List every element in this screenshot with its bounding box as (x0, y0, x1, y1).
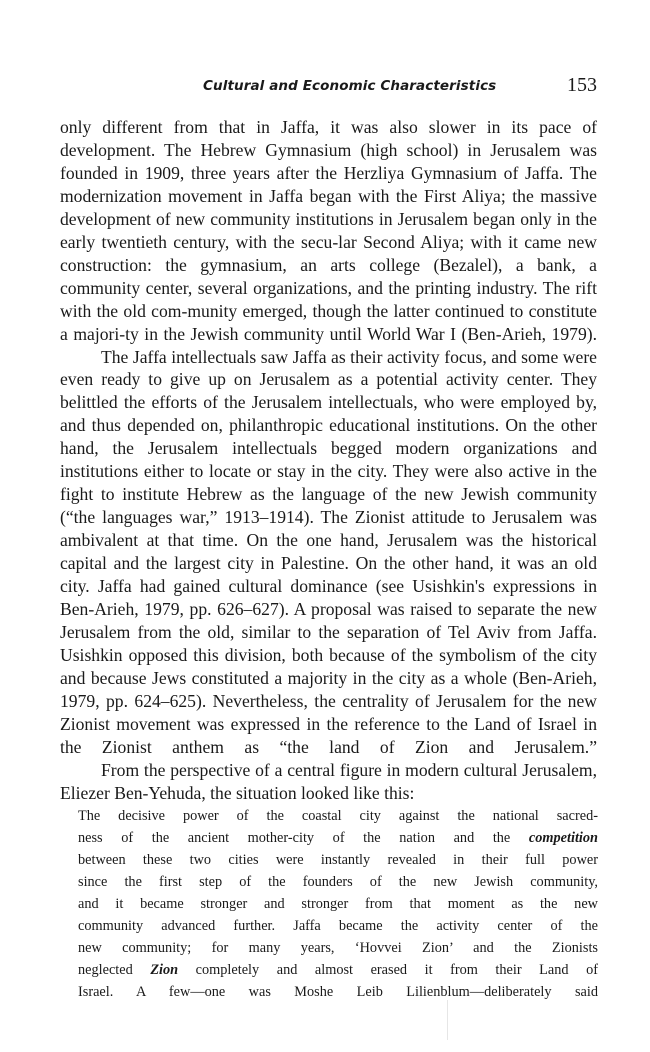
quote-text: since the first step of the founders of the new Jewish community, (78, 873, 598, 890)
running-head (60, 76, 597, 100)
chapter-title: Cultural and Economic Characteristics (203, 78, 497, 94)
quote-text: between these two cities were instantly revealed in their full power (78, 851, 598, 868)
quote-text: completely and almost erased it from their Land of (178, 961, 598, 978)
paragraph: only different from that in Jaffa, it was also slower in its pace of development. The Hebrew Gymnasium (high school) in Jerusalem was founded in 1909, three years after the Herzliya Gymnasium of Jaffa. The modernization movement in Jaffa began with the First Aliya; the massive development of new community institutions in Jerusalem began only in the early twentieth century, with the secu-lar Second Aliya; with it came new construction: the gymnasium, an arts college (Bezalel), a bank, a community center, several organizations, and the printing industry. The rift with the old com-munity emerged, though the latter continued to constitute a majori-ty in the Jewish community until World War I (Ben-Arieh, 1979). (60, 117, 597, 344)
quote-text: Israel. A few—one was Moshe Leib Lilienblum—deliberately said (78, 983, 598, 1000)
paragraph: From the perspective of a central figure in modern cultural Jerusalem, Eliezer Ben-Yehuda, the situation looked like this: (60, 759, 597, 803)
margin-rule (447, 1000, 448, 1040)
paragraph: The Jaffa intellectuals saw Jaffa as their activity focus, and some were even ready to give up on Jerusalem as a potential activity center. They belittled the efforts of the Jerusalem intellectuals, who were employed by, and thus depended on, philanthropic educational institutions. On the other hand, the Jerusalem intellectuals begged modern organizations and institutions either to locate or stay in the city. They were also active in the fight to institute Hebrew as the language of the new Jewish community (“the languages war,” 1913–1914). The Zionist attitude to Jerusalem was ambivalent at that time. On the one hand, Jerusalem was the historical capital and the largest city in Palestine. On the other hand, it was an old city. Jaffa had gained cultural dominance (see Usishkin's expressions in Ben-Arieh, 1979, pp. 626–627). A proposal was raised to separate the new Jerusalem from the old, similar to the separation of Tel Aviv from Jaffa. Usishkin opposed this division, both because of the symbolism of the city and because Jews constituted a majority in the city as a whole (Ben-Arieh, 1979, pp. 624–625). Nevertheless, the centrality of Jerusalem for the new Zionist movement was expressed in the reference to the Land of Israel in the Zionist anthem as “the land of Zion and Jerusalem.” (60, 346, 597, 757)
quote-line (78, 872, 598, 894)
quote-text: community advanced further. Jaffa became the activity center of the (78, 917, 598, 934)
quote-line (78, 982, 598, 1004)
page-number: 153 (567, 74, 597, 96)
emphasis: competition (528, 829, 598, 846)
quote-text: new community; for many years, ‘Hovvei Zion’ and the Zionists (78, 939, 598, 956)
quote-line (78, 960, 598, 982)
quote-line (78, 806, 598, 828)
quote-line (78, 828, 598, 850)
quote-line (78, 850, 598, 872)
block-quote (78, 806, 598, 1004)
quote-text: The decisive power of the coastal city against the national sacred- (78, 808, 598, 824)
quote-line (78, 894, 598, 916)
quote-text: ness of the ancient mother-city of the nation and the (78, 829, 529, 846)
quote-line (78, 916, 598, 938)
quote-line (78, 938, 598, 960)
quote-text: neglected (78, 961, 151, 978)
body-text (60, 116, 597, 805)
quote-text: and it became stronger and stronger from that moment as the new (78, 895, 598, 912)
emphasis: Zion (150, 961, 179, 978)
